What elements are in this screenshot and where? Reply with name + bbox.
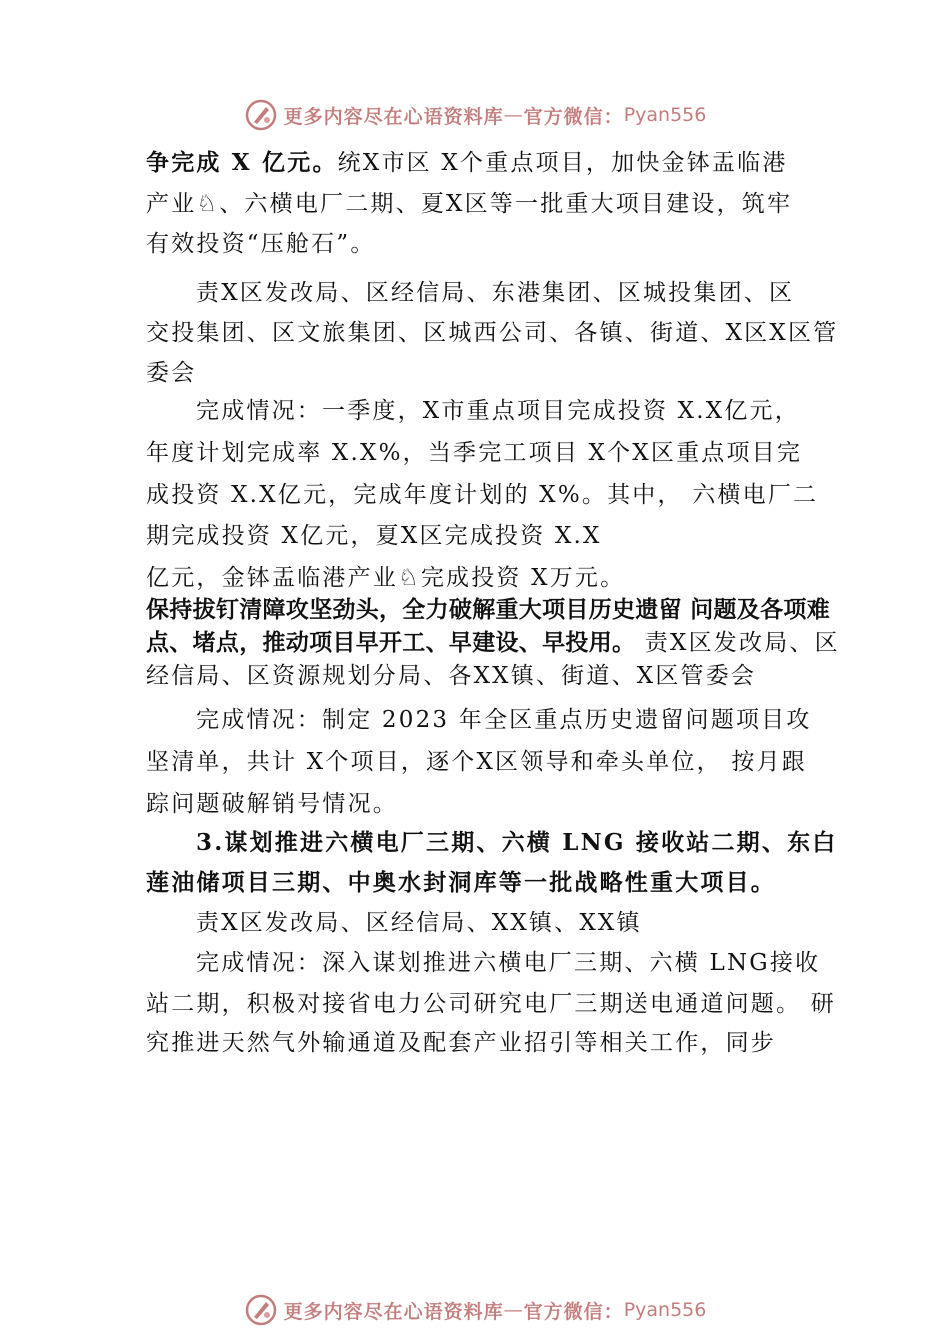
watermark-wechat-id: Pyan556 bbox=[623, 104, 707, 126]
paragraph-line: 责X区发改局、区经信局、XX镇、XX镇 bbox=[196, 910, 642, 936]
paragraph-line: 完成情况：一季度，X市重点项目完成投资 X.X亿元， bbox=[196, 398, 800, 424]
paragraph-line: 交投集团、区文旅集团、区城西公司、各镇、街道、X区X区管 bbox=[146, 320, 839, 346]
paragraph-line: 亿元，金钵盂临港产业♘完成投资 X万元。 bbox=[146, 565, 626, 591]
paragraph-line: 委会 bbox=[146, 360, 197, 386]
paragraph-line: 期完成投资 X亿元，夏X区完成投资 X.X bbox=[146, 523, 602, 549]
paragraph-line: 争完成 X 亿元。统X市区 X个重点项目，加快金钵盂临港 bbox=[146, 149, 788, 176]
paragraph-line: 年度计划完成率 X.X%，当季完工项目 X个X区重点项目完 bbox=[146, 440, 803, 466]
watermark-footer bbox=[0, 1290, 950, 1330]
paragraph-line: 成投资 X.X亿元，完成年度计划的 X%。其中， 六横电厂二 bbox=[146, 482, 819, 508]
paragraph-line: 站二期，积极对接省电力公司研究电厂三期送电通道问题。 研 bbox=[146, 991, 836, 1017]
paragraph-line: 有效投资“压舱石”。 bbox=[146, 231, 376, 257]
section-heading: 3.谋划推进六横电厂三期、六横 LNG 接收站二期、东白 bbox=[196, 829, 838, 856]
section-heading: 莲油储项目三期、中奥水封洞库等一批战略性重大项目。 bbox=[146, 869, 776, 896]
watermark-header bbox=[0, 95, 950, 135]
watermark-separator: — bbox=[503, 1299, 524, 1321]
paragraph-line: 保持拔钉清障攻坚劲头，全力破解重大项目历史遗留 问题及各项难 bbox=[146, 596, 831, 623]
paragraph-line: 完成情况：制定 2023 年全区重点历史遗留问题项目攻 bbox=[196, 707, 812, 733]
watermark-main: 更多内容尽在心语资料库 bbox=[283, 1300, 504, 1323]
paragraph-line: 责X区发改局、区经信局、东港集团、区城投集团、区 bbox=[196, 280, 795, 306]
logo-icon bbox=[244, 1293, 278, 1327]
paragraph-line: 经信局、区资源规划分局、各XX镇、街道、X区管委会 bbox=[146, 663, 757, 689]
paragraph-line: 点、堵点，推动项目早开工、早建设、早投用。 责X区发改局、区 bbox=[146, 629, 840, 656]
watermark-label: 官方微信： bbox=[523, 1300, 624, 1323]
paragraph-line: 踪问题破解销号情况。 bbox=[146, 791, 398, 817]
paragraph-line: 坚清单，共计 X个项目，逐个X区领导和牵头单位， 按月跟 bbox=[146, 749, 807, 775]
paragraph-line: 产业♘、六横电厂二期、夏X区等一批重大项目建设，筑牢 bbox=[146, 191, 793, 217]
watermark-main: 更多内容尽在心语资料库 bbox=[283, 105, 504, 128]
paragraph-line: 究推进天然气外输通道及配套产业招引等相关工作，同步 bbox=[146, 1030, 776, 1056]
logo-icon bbox=[244, 98, 278, 132]
watermark-label: 官方微信： bbox=[523, 105, 624, 128]
watermark-separator: — bbox=[503, 104, 524, 126]
paragraph-line: 完成情况：深入谋划推进六横电厂三期、六横 LNG接收 bbox=[196, 950, 821, 976]
watermark-wechat-id: Pyan556 bbox=[623, 1299, 707, 1321]
